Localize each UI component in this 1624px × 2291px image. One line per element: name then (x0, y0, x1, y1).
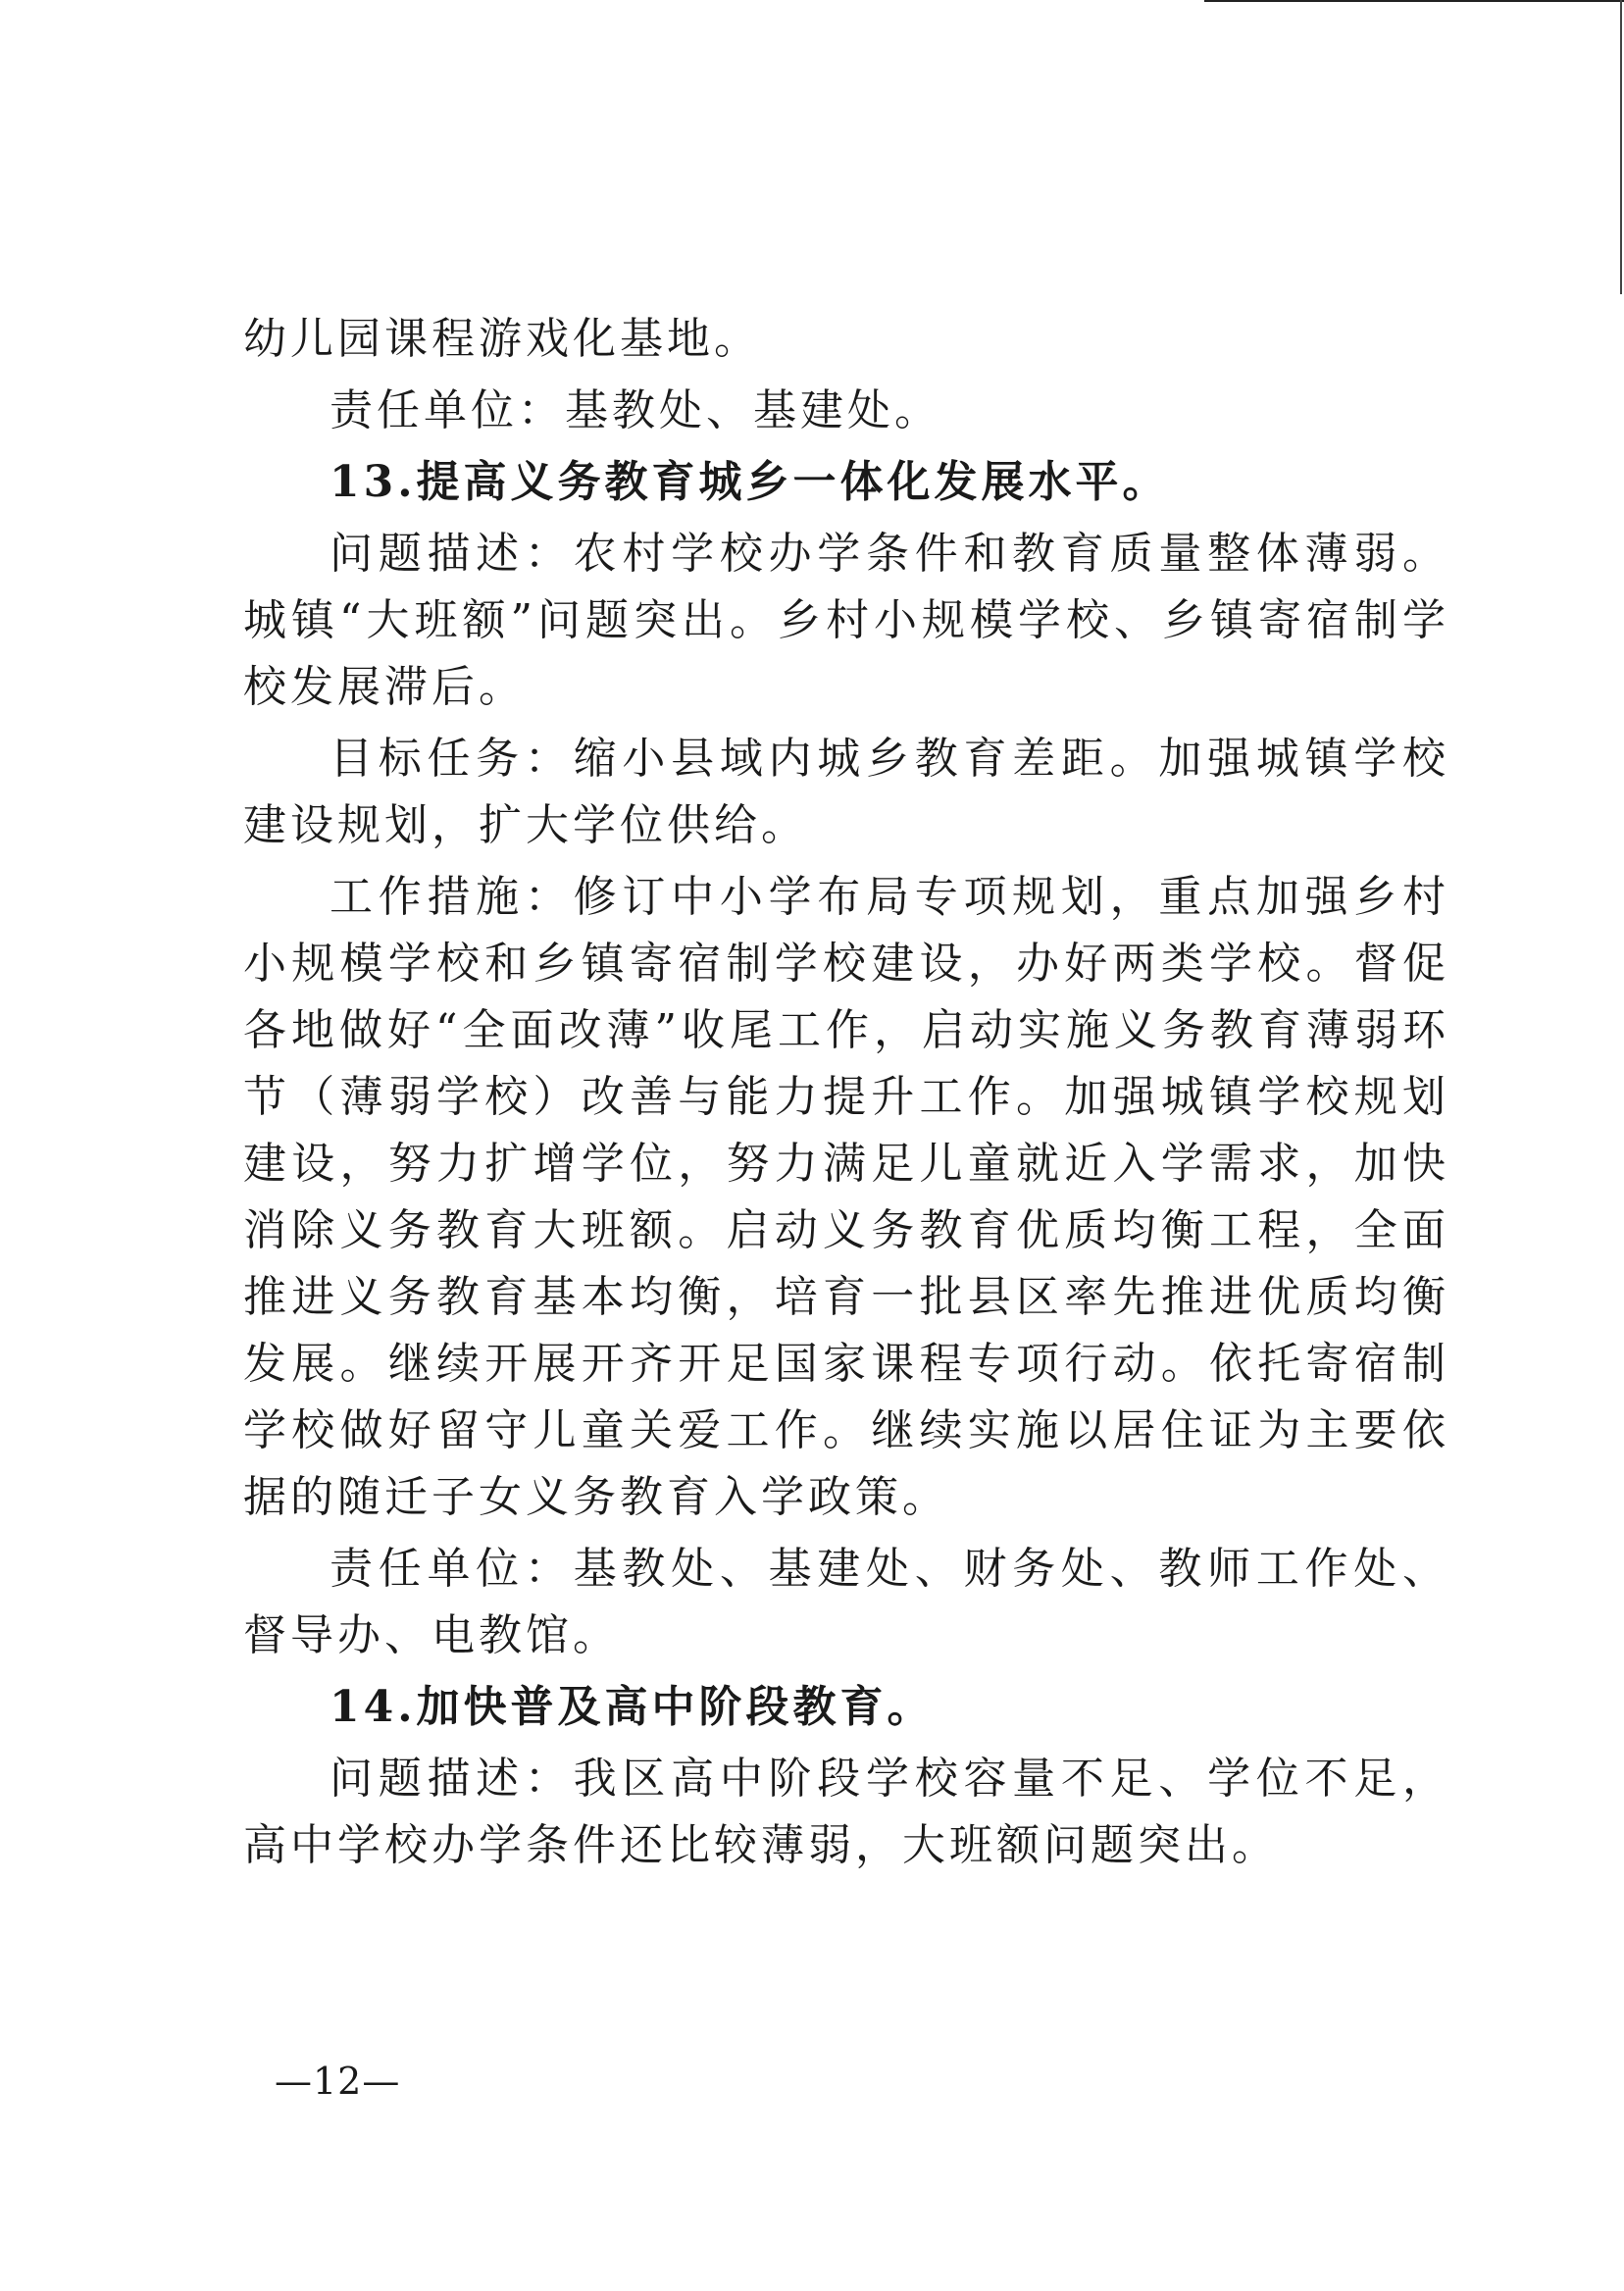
paragraph-responsible-units-12: 责任单位：基教处、基建处。 (330, 385, 941, 435)
page-number: —12— (275, 2060, 401, 2103)
section-heading-13: 13.提高义务教育城乡一体化发展水平。 (330, 457, 1170, 507)
paragraph-kindergarten-base: 幼儿园课程游戏化基地。 (243, 314, 761, 364)
scan-edge-right (1620, 0, 1622, 294)
scan-edge-top (1204, 0, 1624, 2)
paragraph-problem-description-13: 问题描述：农村学校办学条件和教育质量整体薄弱。城镇“大班额”问题突出。乡村小规模学校、乡镇寄宿制学校发展滞后。 (243, 529, 1449, 712)
section-heading-14: 14.加快普及高中阶段教育。 (330, 1682, 935, 1732)
paragraph-work-measures-13: 工作措施：修订中小学布局专项规划，重点加强乡村小规模学校和乡镇寄宿制学校建设，办好两类学校。督促各地做好“全面改薄”收尾工作，启动实施义务教育薄弱环节（薄弱学校）改善与能力提升工作。加强城镇学校规划建设，努力扩增学位，努力满足儿童就近入学需求，加快消除义务教育大班额。启动义务教育优质均衡工程，全面推进义务教育基本均衡，培育一批县区率先推进优质均衡发展。继续开展开齐开足国家课程专项行动。依托寄宿制学校做好留守儿童关爱工作。继续实施以居住证为主要依据的随迁子女义务教育入学政策。 (243, 872, 1449, 1522)
paragraph-responsible-units-13: 责任单位：基教处、基建处、财务处、教师工作处、督导办、电教馆。 (243, 1544, 1449, 1660)
paragraph-problem-description-14: 问题描述：我区高中阶段学校容量不足、学位不足，高中学校办学条件还比较薄弱，大班额问题突出。 (243, 1754, 1449, 1870)
document-body (243, 306, 1449, 1884)
paragraph-target-task-13: 目标任务：缩小县域内城乡教育差距。加强城镇学校建设规划，扩大学位供给。 (243, 734, 1449, 850)
